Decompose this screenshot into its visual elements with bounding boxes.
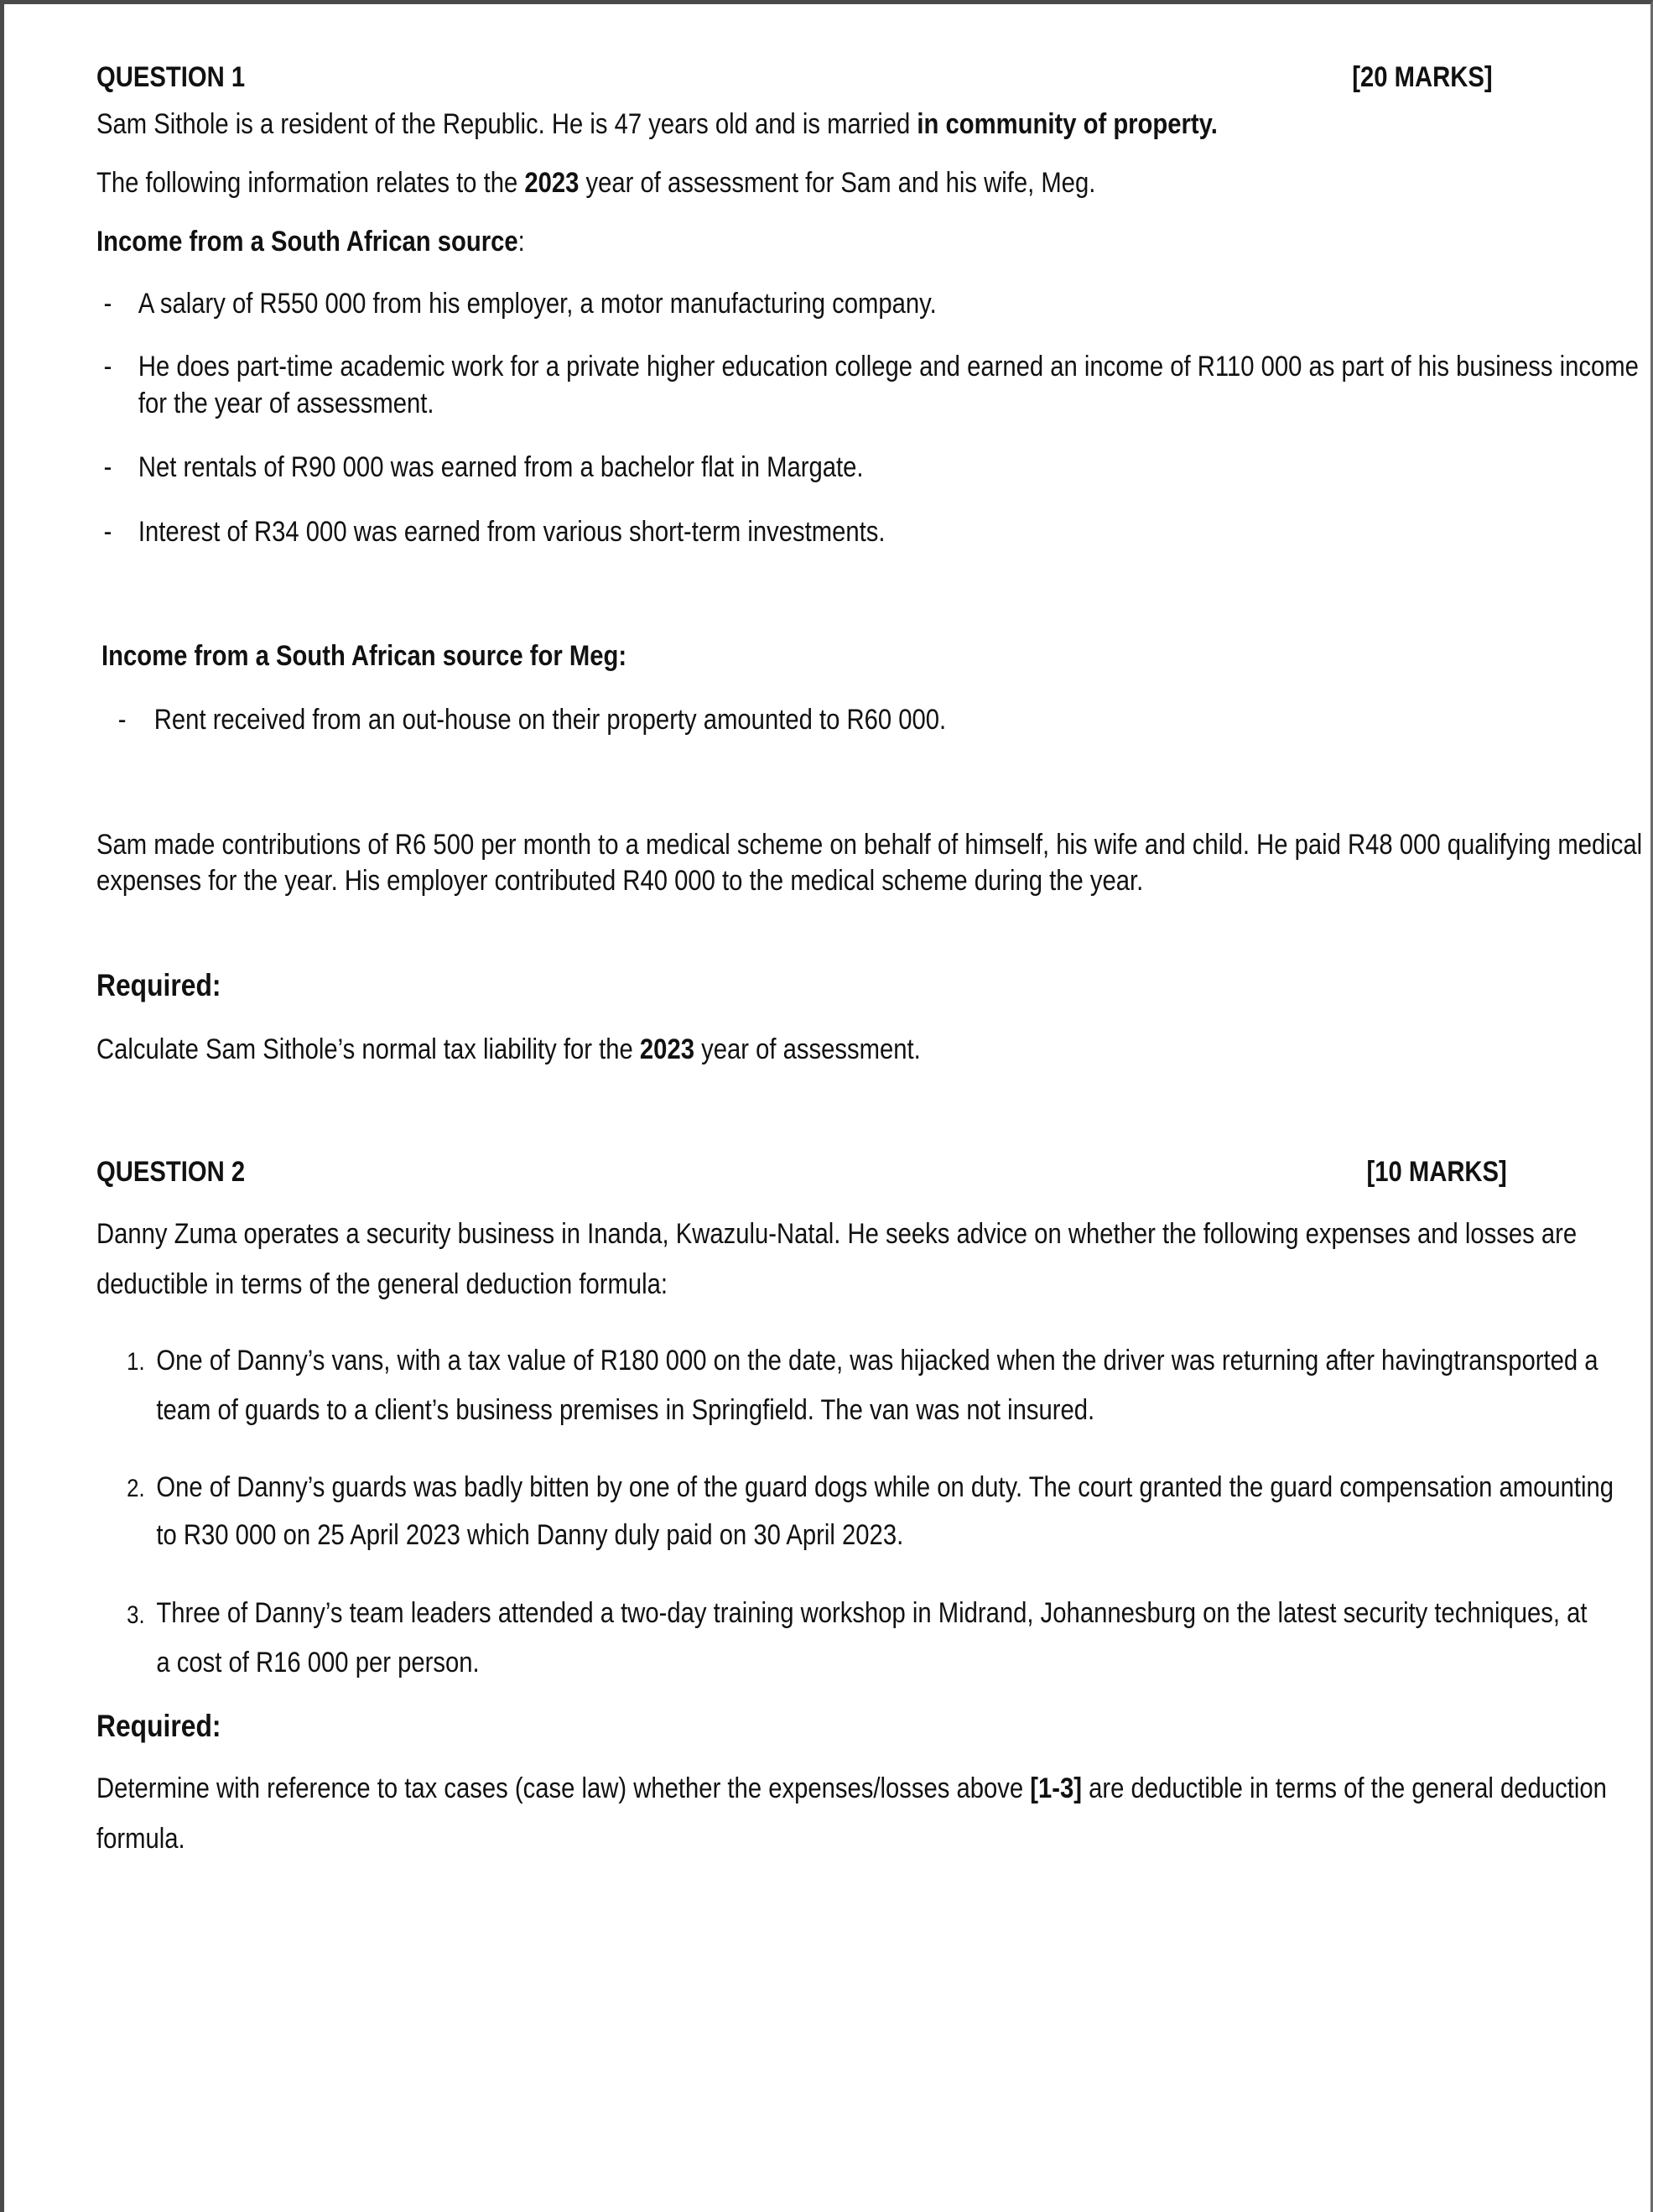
q1-income-heading xyxy=(96,223,525,262)
q1-meg-heading: Income from a South African source for Meg: xyxy=(101,640,627,672)
q1-medical-line-2: expenses for the year. His employer contributed R40 000 to the medical scheme during the year. xyxy=(96,865,1144,897)
bullet-dash: - xyxy=(103,451,112,483)
q1-required-heading: Required: xyxy=(96,968,221,1002)
list-number: 3. xyxy=(127,1601,145,1629)
list-item: One of Danny’s guards was badly bitten by one of the guard dogs while on duty. The court granted the guard compensation amounting xyxy=(156,1471,1614,1503)
q2-heading: QUESTION 2 xyxy=(96,1156,246,1188)
q1-required-post: year of assessment. xyxy=(694,1033,921,1065)
q2-required-heading: Required: xyxy=(96,1709,221,1743)
list-item-continued: for the year of assessment. xyxy=(138,388,434,419)
q2-required-pre: Determine with reference to tax cases (case law) whether the expenses/losses above xyxy=(96,1772,1031,1804)
bullet-dash: - xyxy=(103,351,112,383)
q2-marks: [10 MARKS] xyxy=(1366,1156,1507,1188)
q1-heading: QUESTION 1 xyxy=(96,61,246,93)
bullet-dash: - xyxy=(103,288,112,320)
q1-info xyxy=(96,164,1095,203)
q1-required-year: 2023 xyxy=(639,1033,694,1065)
q1-info-post: year of assessment for Sam and his wife, Meg. xyxy=(579,167,1096,199)
list-item: Interest of R34 000 was earned from various short-term investments. xyxy=(138,516,886,548)
q2-required-bold: [1-3] xyxy=(1030,1772,1083,1804)
q2-required-text xyxy=(96,1770,1607,1809)
list-number: 2. xyxy=(127,1475,145,1502)
q1-marks: [20 MARKS] xyxy=(1352,61,1493,93)
bullet-dash: - xyxy=(103,516,112,548)
q2-intro-line-1: Danny Zuma operates a security business in Inanda, Kwazulu-Natal. He seeks advice on whether the following expenses and losses are xyxy=(96,1218,1578,1250)
q1-info-year: 2023 xyxy=(524,167,580,199)
list-number: 1. xyxy=(127,1348,145,1376)
list-item-continued: a cost of R16 000 per person. xyxy=(156,1647,480,1679)
q1-intro-bold: in community of property. xyxy=(917,108,1218,140)
q1-intro xyxy=(96,106,1218,144)
q2-required-line-2: formula. xyxy=(96,1823,185,1855)
list-item: Net rentals of R90 000 was earned from a bachelor flat in Margate. xyxy=(138,451,864,483)
list-item-continued: to R30 000 on 25 April 2023 which Danny duly paid on 30 April 2023. xyxy=(156,1519,904,1551)
q1-required-text xyxy=(96,1031,921,1070)
q1-intro-text: Sam Sithole is a resident of the Republic. He is 47 years old and is married xyxy=(96,108,917,140)
q1-required-pre: Calculate Sam Sithole’s normal tax liability for the xyxy=(96,1033,640,1065)
q1-income-heading-text: Income from a South African source xyxy=(96,226,518,258)
q2-required-post: are deductible in terms of the general deduction xyxy=(1082,1772,1607,1804)
list-item: One of Danny’s vans, with a tax value of R180 000 on the date, was hijacked when the driver was returning after havingtransported a xyxy=(156,1345,1598,1377)
list-item: A salary of R550 000 from his employer, a motor manufacturing company. xyxy=(138,288,937,320)
list-item: He does part-time academic work for a private higher education college and earned an income of R110 000 as part of his business income xyxy=(138,351,1639,383)
list-item: Rent received from an out-house on their property amounted to R60 000. xyxy=(153,704,947,736)
list-item-continued: team of guards to a client’s business premises in Springfield. The van was not insured. xyxy=(156,1394,1095,1426)
bullet-dash: - xyxy=(117,704,127,736)
q1-medical-line-1: Sam made contributions of R6 500 per month to a medical scheme on behalf of himself, his wife and child. He paid R48 000 qualifying medical xyxy=(96,829,1643,861)
q1-info-pre: The following information relates to the xyxy=(96,167,525,199)
q1-income-heading-colon: : xyxy=(517,226,525,258)
q2-intro-line-2: deductible in terms of the general deduction formula: xyxy=(96,1268,668,1300)
list-item: Three of Danny’s team leaders attended a two-day training workshop in Midrand, Johannesburg on the latest security techniques, at xyxy=(156,1597,1588,1629)
